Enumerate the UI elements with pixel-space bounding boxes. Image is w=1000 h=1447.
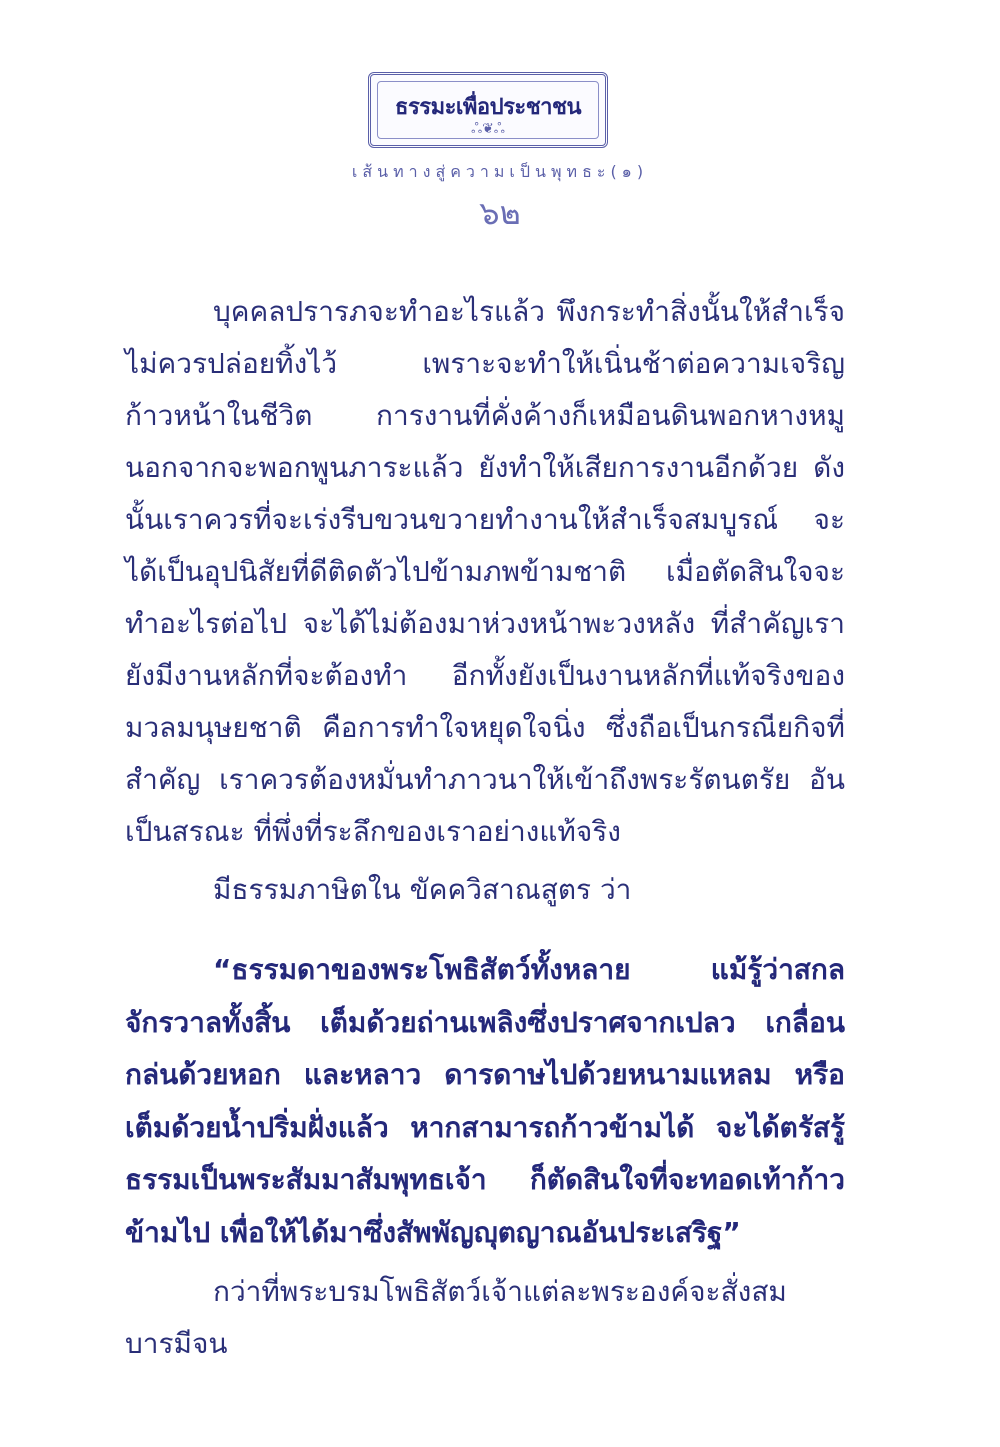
ornament-icon: ஃ❦ஃ bbox=[471, 121, 505, 137]
scripture-quote: “ธรรมดาของพระโพธิสัตว์ทั้งหลาย แม้รู้ว่าสกลจักรวาลทั้งสิ้น เต็มด้วยถ่านเพลิงซึ่งปราศจากเปลว เกลื่อนกล่นด้วยหอก และหลาว ดารดาษไปด้วยหนามแหลม หรือเต็มด้วยน้ำปริ่มฝั่งแล้ว หากสามารถก้าวข้ามได้ จะได้ตรัสรู้ธรรมเป็นพระสัมมาสัมพุทธเจ้า ก็ตัดสินใจที่จะทอดเท้าก้าวข้ามไป เพื่อให้ได้มาซึ่งสัพพัญญุตญาณอันประเสริฐ” bbox=[125, 953, 845, 1249]
body-paragraph-3: กว่าที่พระบรมโพธิสัตว์เจ้าแต่ละพระองค์จะสั่งสมบารมีจน bbox=[125, 1275, 787, 1360]
series-logo bbox=[368, 72, 608, 148]
body-paragraph-2: มีธรรมภาษิตใน ขัคควิสาณสูตร ว่า bbox=[213, 873, 632, 906]
logo-title: ธรรมะเพื่อประชาชน bbox=[395, 95, 581, 120]
page-number: ๖๒ bbox=[479, 194, 521, 232]
body-paragraph-1: บุคคลปรารภจะทำอะไรแล้ว พึงกระทำสิ่งนั้นให้สำเร็จ ไม่ควรปล่อยทิ้งไว้ เพราะจะทำให้เนิ่นช้าต่อความเจริญก้าวหน้าในชีวิต การงานที่คั่งค้างก็เหมือนดินพอกหางหมู นอกจากจะพอกพูนภาระแล้ว ยังทำให้เสียการงานอีกด้วย ดังนั้นเราควรที่จะเร่งรีบขวนขวายทำงานให้สำเร็จสมบูรณ์ จะได้เป็นอุปนิสัยที่ดีติดตัวไปข้ามภพข้ามชาติ เมื่อตัดสินใจจะทำอะไรต่อไป จะได้ไม่ต้องมาห่วงหน้าพะวงหลัง ที่สำคัญเรายังมีงานหลักที่จะต้องทำ อีกทั้งยังเป็นงานหลักที่แท้จริงของมวลมนุษยชาติ คือการทำใจหยุดใจนิ่ง ซึ่งถือเป็นกรณียกิจที่สำคัญ เราควรต้องหมั่นทำภาวนาให้เข้าถึงพระรัตนตรัย อันเป็นสรณะ ที่พึ่งที่ระลึกของเราอย่างแท้จริง bbox=[125, 295, 845, 848]
book-subtitle: เส้นทางสู่ความเป็นพุทธะ(๑) bbox=[351, 162, 649, 181]
